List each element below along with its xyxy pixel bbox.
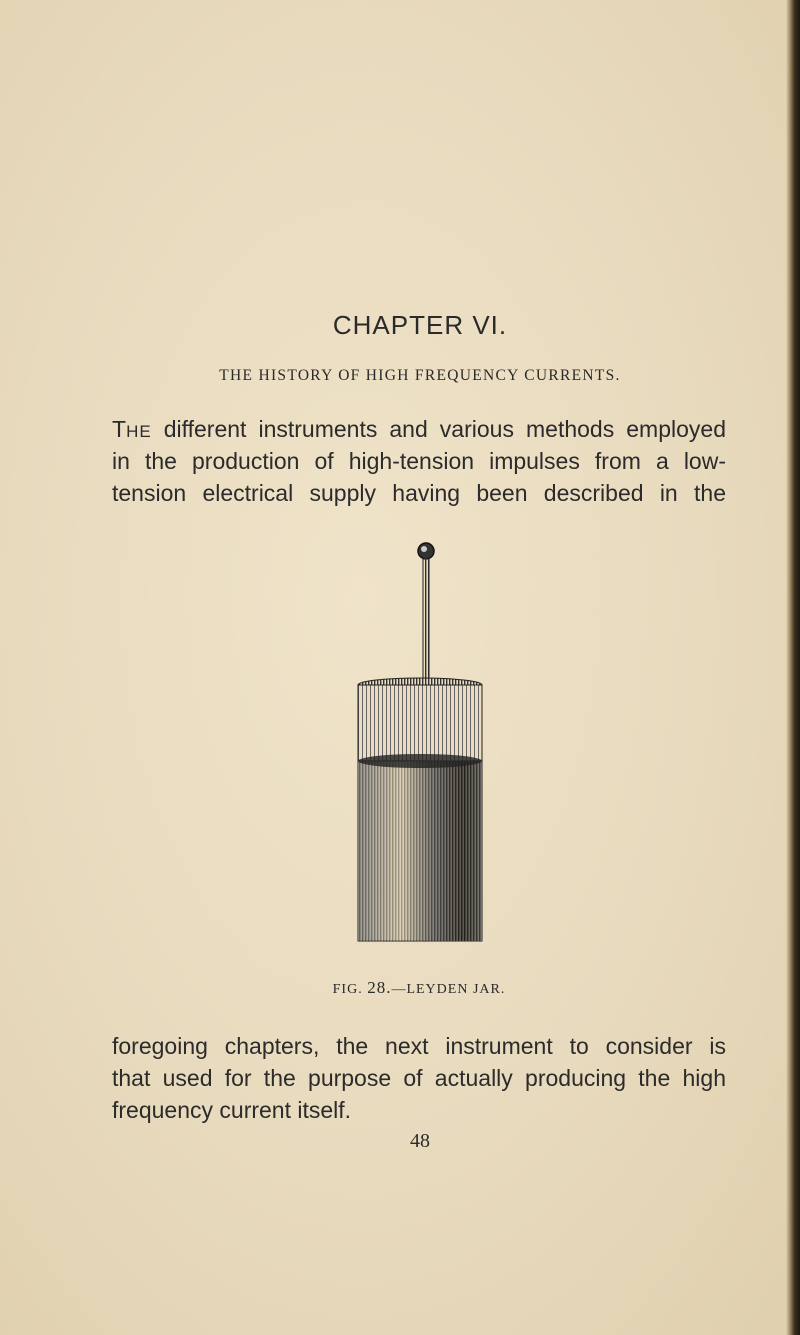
dropcap-letter: T xyxy=(112,416,127,442)
smallcaps-word: HE xyxy=(126,422,152,441)
line-text: different instruments and various methods employed xyxy=(151,416,726,442)
leyden-jar-illustration xyxy=(350,532,520,964)
paragraph-line: that used for the purpose of actually producing the high xyxy=(112,1065,726,1091)
chapter-title: THE HISTORY OF HIGH FREQUENCY CURRENTS. xyxy=(219,367,621,384)
paragraph-line: in the production of high-tension impulses from a low- xyxy=(112,448,726,474)
paragraph-line xyxy=(112,413,726,445)
foil-top xyxy=(358,754,482,768)
paragraph-top xyxy=(112,413,726,509)
paragraph-line: foregoing chapters, the next instrument to consider is xyxy=(112,1033,726,1059)
figure-caption xyxy=(0,978,800,998)
caption-label: FIG. xyxy=(332,982,363,997)
chapter-heading: CHAPTER VI. xyxy=(332,310,508,340)
paragraph-line: frequency current itself. xyxy=(112,1097,352,1123)
paragraph-bottom xyxy=(112,1030,726,1126)
paragraph-line: tension electrical supply having been described in the xyxy=(112,480,726,506)
jar-upper xyxy=(358,685,482,761)
caption-number: 28. xyxy=(367,978,392,997)
caption-title: —LEYDEN JAR. xyxy=(391,982,506,997)
page-number: 48 xyxy=(410,1130,430,1152)
page-edge-shadow xyxy=(786,0,800,1335)
